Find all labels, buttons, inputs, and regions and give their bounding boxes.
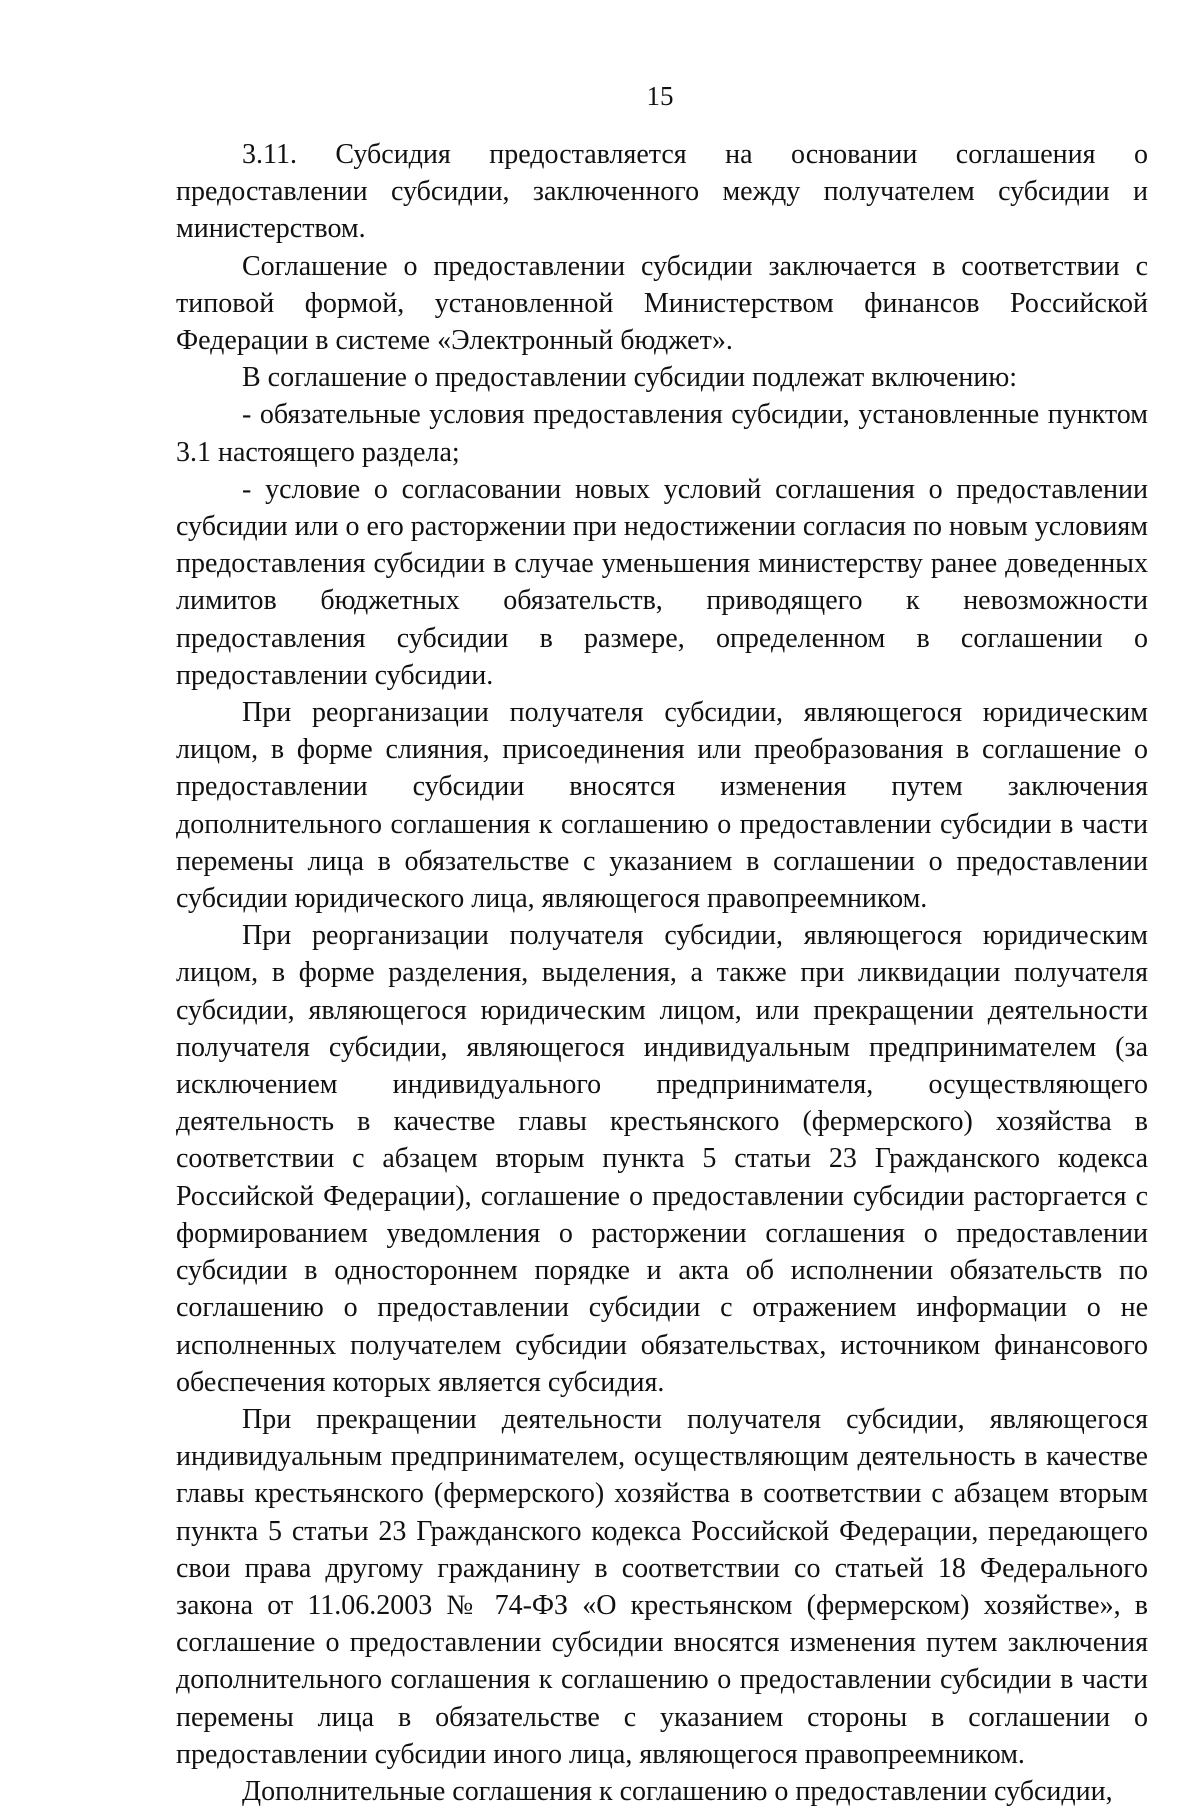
paragraph-reorganization-division: При реорганизации получателя субсидии, являющегося юридическим лицом, в форме разделения, выделения, а также при ликвидации получателя субсидии, являющегося юридическим лицом, или прекращении деятельности получателя субсидии, являющегося индивидуальным предпринимателем (за исключением индивидуального предпринимателя, осуществляющего деятельность в качестве главы крестьянского (фермерского) хозяйства в соответствии с абзацем вторым пункта 5 статьи 23 Гражданского кодекса Российской Федерации), соглашение о предоставлении субсидии расторгается с формированием уведомления о расторжении соглашения о предоставлении субсидии в одностороннем порядке и акта об исполнении обязательств по соглашению о предоставлении субсидии с отражением информации о не исполненных получателем субсидии обязательствах, источником финансового обеспечения которых является субсидия. <box>176 920 1148 1398</box>
body-text <box>176 136 1148 1810</box>
paragraph-agreement-form: Соглашение о предоставлении субсидии заключается в соответствии с типовой формой, установленной Министерством финансов Российской Федерации в системе «Электронный бюджет». <box>176 250 1148 357</box>
paragraph-3-11: 3.11. Субсидия предоставляется на основании соглашения о предоставлении субсидии, заключенного между получателем субсидии и министерством. <box>176 139 1148 245</box>
paragraph-additional-agreements: Дополнительные соглашения к соглашению о предоставлении субсидии, <box>242 1775 1113 1807</box>
paragraph-reorganization-merger: При реорганизации получателя субсидии, являющегося юридическим лицом, в форме слияния, присоединения или преобразования в соглашение о предоставлении субсидии вносятся изменения путем заключения дополнительного соглашения к соглашению о предоставлении субсидии в части перемены лица в обязательстве с указанием в соглашении о предоставлении субсидии юридического лица, являющегося правопреемником. <box>176 697 1148 915</box>
paragraph-agreement-contents: В соглашение о предоставлении субсидии подлежат включению: <box>242 362 1018 394</box>
list-item-mandatory-conditions: - обязательные условия предоставления субсидии, установленные пунктом 3.1 настоящего раздела; <box>176 399 1148 468</box>
page-number: 15 <box>646 81 674 111</box>
paragraph-farm-termination: При прекращении деятельности получателя субсидии, являющегося индивидуальным предпринимателем, осуществляющим деятельность в качестве главы крестьянского (фермерского) хозяйства в соответствии с абзацем вторым пункта 5 статьи 23 Гражданского кодекса Российской Федерации, передающего свои права другому гражданину в соответствии со статьей 18 Федерального закона от 11.06.2003 № 74-ФЗ «О крестьянском (фермерском) хозяйстве», в соглашение о предоставлении субсидии вносятся изменения путем заключения дополнительного соглашения к соглашению о предоставлении субсидии в части перемены лица в обязательстве с указанием стороны в соглашении о предоставлении субсидии иного лица, являющегося правопреемником. <box>176 1403 1148 1770</box>
list-item-new-conditions: - условие о согласовании новых условий соглашения о предоставлении субсидии или о его расторжении при недостижении согласия по новым условиям предоставления субсидии в случае уменьшения министерству ранее доведенных лимитов бюджетных обязательств, приводящего к невозможности предоставления субсидии в размере, определенном в соглашении о предоставлении субсидии. <box>176 473 1148 691</box>
